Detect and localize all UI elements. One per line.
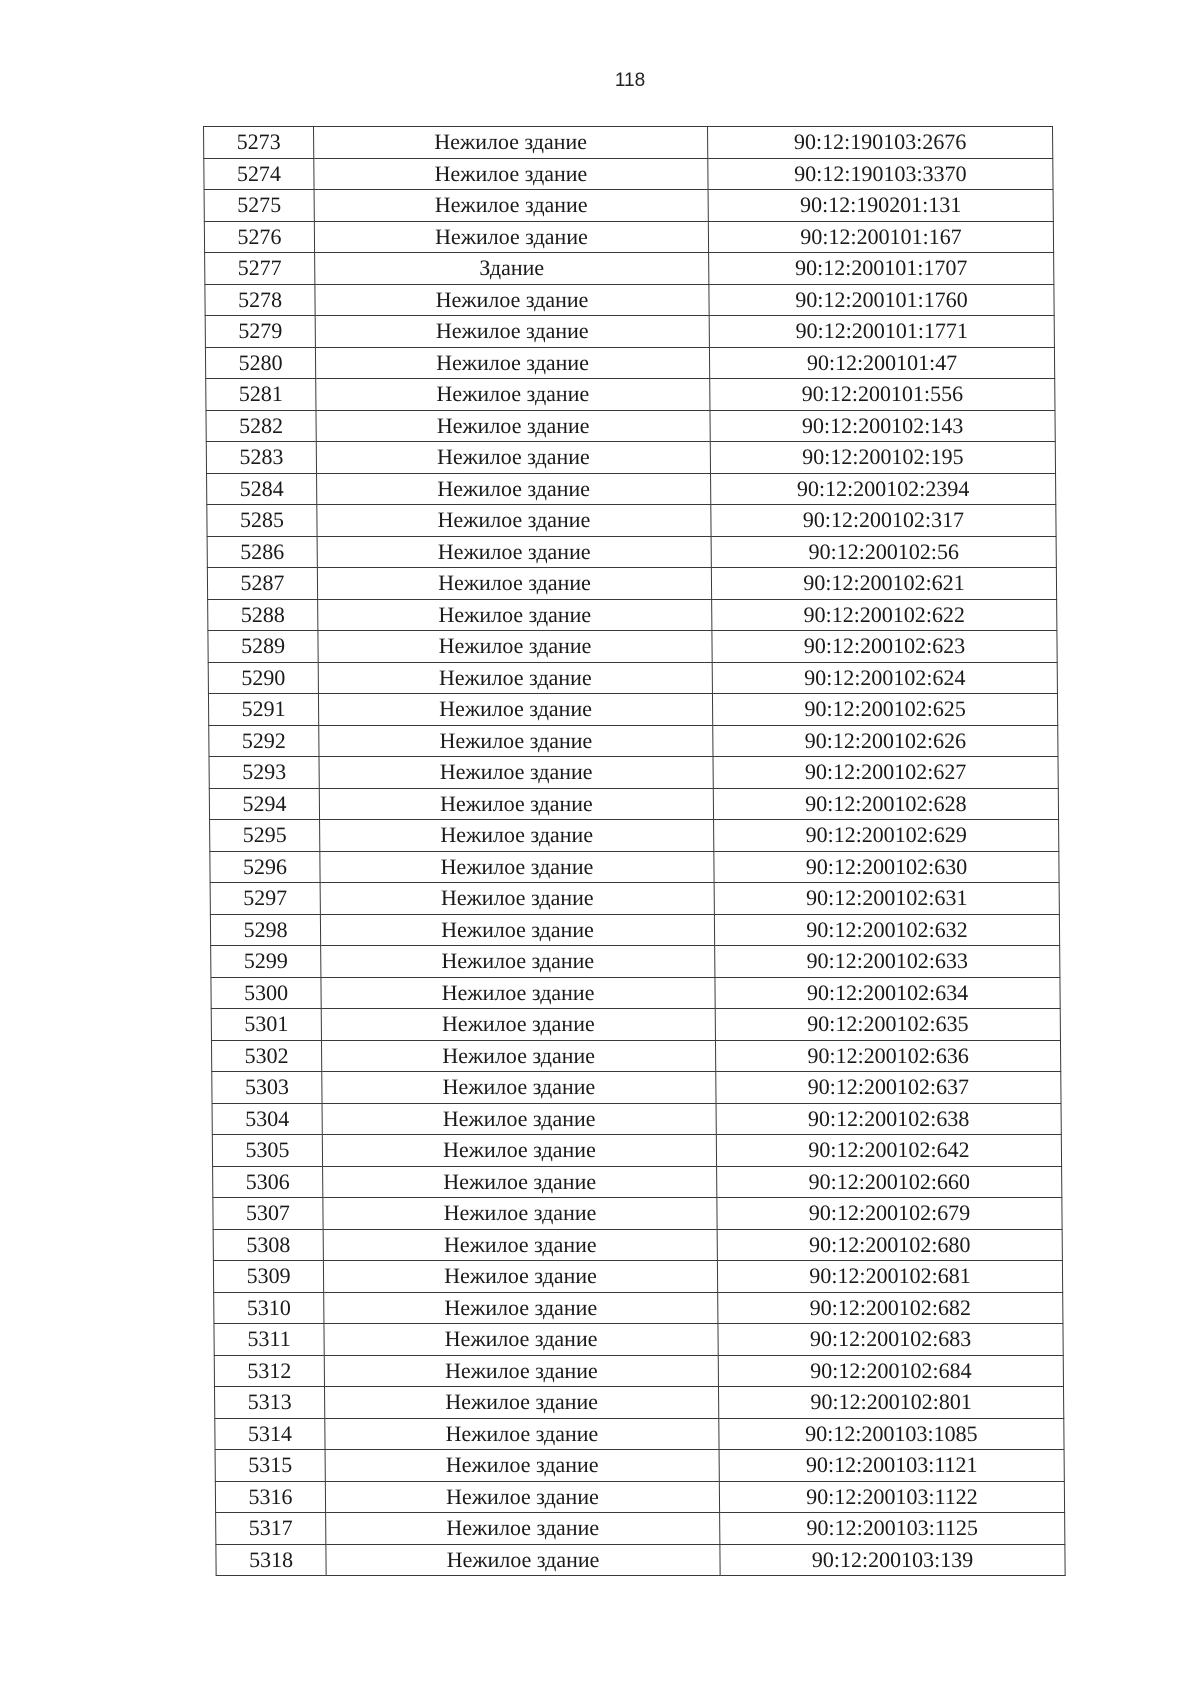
table-row xyxy=(210,883,1059,915)
row-number-cell: 5281 xyxy=(206,379,316,411)
cadastral-number-cell: 90:12:200102:638 xyxy=(716,1103,1061,1135)
table-row xyxy=(205,253,1054,285)
cadastral-number-cell: 90:12:200102:634 xyxy=(715,977,1060,1009)
table-row xyxy=(208,599,1057,631)
table-row xyxy=(210,851,1059,883)
table-row xyxy=(206,379,1055,411)
cadastral-number-cell: 90:12:200103:1125 xyxy=(720,1513,1065,1545)
cadastral-number-cell: 90:12:200102:143 xyxy=(710,410,1055,442)
cadastral-number-cell: 90:12:200101:1760 xyxy=(709,284,1054,316)
object-type-cell: Нежилое здание xyxy=(314,127,708,159)
object-type-cell: Нежилое здание xyxy=(315,316,709,348)
table-row xyxy=(211,977,1060,1009)
table-row xyxy=(206,410,1055,442)
row-number-cell: 5287 xyxy=(207,568,317,600)
table-row xyxy=(209,757,1058,789)
object-type-cell: Нежилое здание xyxy=(321,1040,715,1072)
table-row xyxy=(216,1513,1065,1545)
object-type-cell: Нежилое здание xyxy=(321,977,715,1009)
row-number-cell: 5297 xyxy=(210,883,320,915)
cadastral-number-cell: 90:12:200102:629 xyxy=(714,820,1059,852)
table-row xyxy=(210,914,1059,946)
object-type-cell: Нежилое здание xyxy=(323,1198,717,1230)
cadastral-number-cell: 90:12:200102:622 xyxy=(712,599,1057,631)
cadastral-number-cell: 90:12:200102:633 xyxy=(715,946,1060,978)
cadastral-number-cell: 90:12:200101:1771 xyxy=(709,316,1054,348)
object-type-cell: Нежилое здание xyxy=(317,505,711,537)
row-number-cell: 5307 xyxy=(213,1198,323,1230)
table-row xyxy=(212,1072,1061,1104)
row-number-cell: 5313 xyxy=(215,1387,325,1419)
cadastral-number-cell: 90:12:200103:139 xyxy=(720,1544,1065,1576)
cadastral-number-cell: 90:12:200102:623 xyxy=(712,631,1057,663)
table-row xyxy=(205,347,1054,379)
row-number-cell: 5295 xyxy=(210,820,320,852)
object-type-cell: Нежилое здание xyxy=(319,788,713,820)
row-number-cell: 5303 xyxy=(212,1072,322,1104)
object-type-cell: Нежилое здание xyxy=(317,536,711,568)
table-row xyxy=(214,1292,1063,1324)
table-row xyxy=(204,127,1053,159)
row-number-cell: 5315 xyxy=(215,1450,325,1482)
cadastral-number-cell: 90:12:200102:624 xyxy=(712,662,1057,694)
row-number-cell: 5308 xyxy=(213,1229,323,1261)
table-row xyxy=(212,1103,1061,1135)
cadastral-number-cell: 90:12:200102:317 xyxy=(711,505,1056,537)
object-type-cell: Нежилое здание xyxy=(323,1229,717,1261)
row-number-cell: 5309 xyxy=(213,1261,323,1293)
table-row xyxy=(216,1544,1065,1576)
object-type-cell: Нежилое здание xyxy=(320,851,714,883)
row-number-cell: 5279 xyxy=(205,316,315,348)
object-type-cell: Нежилое здание xyxy=(318,662,712,694)
row-number-cell: 5289 xyxy=(208,631,318,663)
cadastral-number-cell: 90:12:200102:630 xyxy=(714,851,1059,883)
cadastral-number-cell: 90:12:200101:167 xyxy=(708,221,1053,253)
row-number-cell: 5304 xyxy=(212,1103,322,1135)
row-number-cell: 5312 xyxy=(214,1355,324,1387)
object-type-cell: Нежилое здание xyxy=(315,347,709,379)
object-type-cell: Нежилое здание xyxy=(318,694,712,726)
table-row xyxy=(211,1009,1060,1041)
object-type-cell: Нежилое здание xyxy=(316,442,710,474)
table-row xyxy=(213,1166,1062,1198)
table-row xyxy=(208,631,1057,663)
object-type-cell: Нежилое здание xyxy=(321,946,715,978)
table-row xyxy=(214,1324,1063,1356)
object-type-cell: Нежилое здание xyxy=(322,1103,716,1135)
cadastral-number-cell: 90:12:200102:683 xyxy=(718,1324,1063,1356)
object-type-cell: Нежилое здание xyxy=(317,473,711,505)
row-number-cell: 5274 xyxy=(204,158,314,190)
cadastral-number-cell: 90:12:200102:679 xyxy=(717,1198,1062,1230)
table-row xyxy=(208,694,1057,726)
row-number-cell: 5318 xyxy=(216,1544,326,1576)
row-number-cell: 5285 xyxy=(207,505,317,537)
row-number-cell: 5294 xyxy=(209,788,319,820)
cadastral-number-cell: 90:12:200102:2394 xyxy=(711,473,1056,505)
cadastral-number-cell: 90:12:200103:1121 xyxy=(719,1450,1064,1482)
cadastral-number-cell: 90:12:200102:681 xyxy=(717,1261,1062,1293)
row-number-cell: 5284 xyxy=(207,473,317,505)
row-number-cell: 5276 xyxy=(204,221,314,253)
cadastral-number-cell: 90:12:200102:635 xyxy=(715,1009,1060,1041)
row-number-cell: 5277 xyxy=(205,253,315,285)
table-row xyxy=(213,1229,1062,1261)
table-row xyxy=(215,1481,1064,1513)
row-number-cell: 5300 xyxy=(211,977,321,1009)
object-type-cell: Нежилое здание xyxy=(320,914,714,946)
cadastral-number-cell: 90:12:200102:625 xyxy=(712,694,1057,726)
object-type-cell: Нежилое здание xyxy=(314,158,708,190)
table-row xyxy=(204,221,1053,253)
table-row xyxy=(206,442,1055,474)
row-number-cell: 5286 xyxy=(207,536,317,568)
table-row xyxy=(215,1450,1064,1482)
object-type-cell: Нежилое здание xyxy=(323,1261,717,1293)
cadastral-number-cell: 90:12:190201:131 xyxy=(708,190,1053,222)
cadastral-number-cell: 90:12:200102:56 xyxy=(711,536,1056,568)
table-row xyxy=(211,946,1060,978)
table-row xyxy=(204,190,1053,222)
object-type-cell: Нежилое здание xyxy=(316,410,710,442)
object-type-cell: Нежилое здание xyxy=(314,190,708,222)
row-number-cell: 5314 xyxy=(215,1418,325,1450)
row-number-cell: 5293 xyxy=(209,757,319,789)
table-row xyxy=(208,662,1057,694)
row-number-cell: 5305 xyxy=(212,1135,322,1167)
object-type-cell: Нежилое здание xyxy=(322,1135,716,1167)
object-type-cell: Нежилое здание xyxy=(326,1513,720,1545)
table-row xyxy=(204,158,1053,190)
row-number-cell: 5310 xyxy=(214,1292,324,1324)
object-type-cell: Нежилое здание xyxy=(317,568,711,600)
row-number-cell: 5288 xyxy=(208,599,318,631)
table-row xyxy=(212,1135,1061,1167)
table-row xyxy=(207,568,1056,600)
table-row xyxy=(205,284,1054,316)
object-type-cell: Нежилое здание xyxy=(325,1481,719,1513)
object-type-cell: Нежилое здание xyxy=(314,221,708,253)
object-type-cell: Нежилое здание xyxy=(324,1292,718,1324)
table-row xyxy=(213,1198,1062,1230)
row-number-cell: 5302 xyxy=(211,1040,321,1072)
cadastral-number-cell: 90:12:200102:195 xyxy=(710,442,1055,474)
object-type-cell: Нежилое здание xyxy=(325,1450,719,1482)
row-number-cell: 5290 xyxy=(208,662,318,694)
row-number-cell: 5298 xyxy=(210,914,320,946)
row-number-cell: 5292 xyxy=(209,725,319,757)
object-type-cell: Нежилое здание xyxy=(318,631,712,663)
cadastral-number-cell: 90:12:190103:3370 xyxy=(708,158,1053,190)
cadastral-number-cell: 90:12:200102:636 xyxy=(715,1040,1060,1072)
cadastral-number-cell: 90:12:200102:627 xyxy=(713,757,1058,789)
cadastral-number-cell: 90:12:200102:642 xyxy=(716,1135,1061,1167)
table-row xyxy=(207,473,1056,505)
cadastral-number-cell: 90:12:200102:684 xyxy=(718,1355,1063,1387)
object-type-cell: Нежилое здание xyxy=(315,284,709,316)
row-number-cell: 5275 xyxy=(204,190,314,222)
row-number-cell: 5296 xyxy=(210,851,320,883)
object-type-cell: Здание xyxy=(315,253,709,285)
row-number-cell: 5282 xyxy=(206,410,316,442)
object-type-cell: Нежилое здание xyxy=(322,1072,716,1104)
object-type-cell: Нежилое здание xyxy=(325,1418,719,1450)
cadastral-number-cell: 90:12:200103:1085 xyxy=(719,1418,1064,1450)
row-number-cell: 5311 xyxy=(214,1324,324,1356)
row-number-cell: 5280 xyxy=(205,347,315,379)
cadastral-number-cell: 90:12:200101:47 xyxy=(709,347,1054,379)
row-number-cell: 5291 xyxy=(208,694,318,726)
table-row xyxy=(213,1261,1062,1293)
object-type-cell: Нежилое здание xyxy=(318,599,712,631)
table-row xyxy=(211,1040,1060,1072)
table-row xyxy=(207,536,1056,568)
object-type-cell: Нежилое здание xyxy=(320,820,714,852)
object-type-cell: Нежилое здание xyxy=(321,1009,715,1041)
object-type-cell: Нежилое здание xyxy=(320,883,714,915)
cadastral-number-cell: 90:12:200102:632 xyxy=(714,914,1059,946)
row-number-cell: 5283 xyxy=(206,442,316,474)
table-row xyxy=(205,316,1054,348)
object-type-cell: Нежилое здание xyxy=(319,725,713,757)
cadastral-number-cell: 90:12:200102:626 xyxy=(713,725,1058,757)
cadastral-number-cell: 90:12:200102:682 xyxy=(718,1292,1063,1324)
cadastral-number-cell: 90:12:190103:2676 xyxy=(708,127,1053,159)
object-type-cell: Нежилое здание xyxy=(325,1387,719,1419)
object-type-cell: Нежилое здание xyxy=(324,1324,718,1356)
table-row xyxy=(209,788,1058,820)
row-number-cell: 5317 xyxy=(216,1513,326,1545)
cadastral-number-cell: 90:12:200102:628 xyxy=(713,788,1058,820)
object-type-cell: Нежилое здание xyxy=(319,757,713,789)
object-type-cell: Нежилое здание xyxy=(326,1544,720,1576)
table-row xyxy=(214,1355,1063,1387)
cadastral-number-cell: 90:12:200101:556 xyxy=(710,379,1055,411)
table-body xyxy=(204,127,1066,1576)
row-number-cell: 5278 xyxy=(205,284,315,316)
cadastral-number-cell: 90:12:200102:801 xyxy=(719,1387,1064,1419)
object-type-cell: Нежилое здание xyxy=(316,379,710,411)
cadastral-number-cell: 90:12:200103:1122 xyxy=(719,1481,1064,1513)
row-number-cell: 5306 xyxy=(213,1166,323,1198)
table-row xyxy=(210,820,1059,852)
cadastral-number-cell: 90:12:200102:660 xyxy=(717,1166,1062,1198)
row-number-cell: 5299 xyxy=(211,946,321,978)
table-row xyxy=(209,725,1058,757)
property-table xyxy=(203,126,1066,1576)
property-table-container xyxy=(203,126,1065,1576)
row-number-cell: 5301 xyxy=(211,1009,321,1041)
cadastral-number-cell: 90:12:200102:637 xyxy=(716,1072,1061,1104)
cadastral-number-cell: 90:12:200102:621 xyxy=(711,568,1056,600)
page-number: 118 xyxy=(614,70,646,91)
table-row xyxy=(215,1418,1064,1450)
cadastral-number-cell: 90:12:200102:680 xyxy=(717,1229,1062,1261)
table-row xyxy=(207,505,1056,537)
object-type-cell: Нежилое здание xyxy=(323,1166,717,1198)
cadastral-number-cell: 90:12:200101:1707 xyxy=(709,253,1054,285)
table-row xyxy=(215,1387,1064,1419)
cadastral-number-cell: 90:12:200102:631 xyxy=(714,883,1059,915)
row-number-cell: 5316 xyxy=(215,1481,325,1513)
object-type-cell: Нежилое здание xyxy=(324,1355,718,1387)
row-number-cell: 5273 xyxy=(204,127,314,159)
